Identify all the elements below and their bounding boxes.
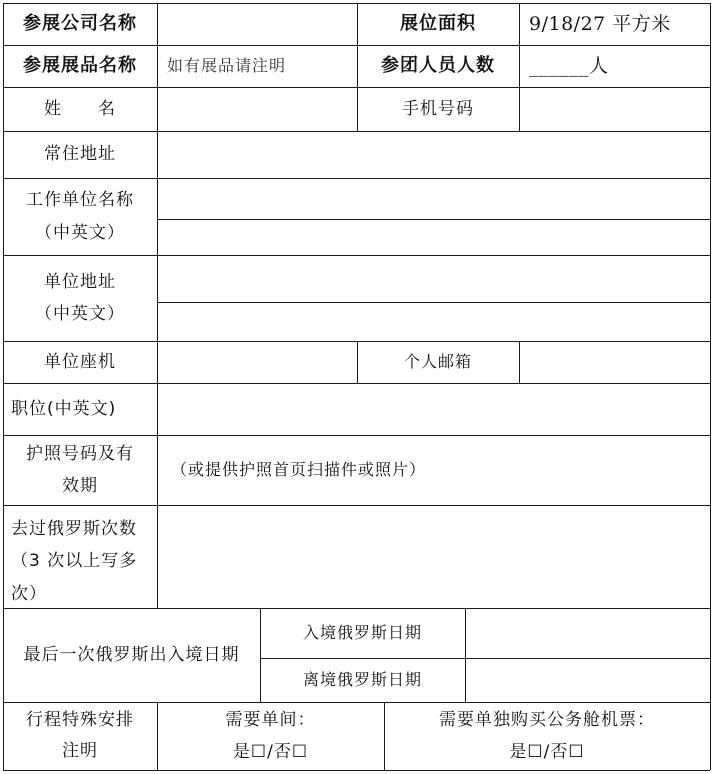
employer-name-en-field[interactable] bbox=[158, 220, 710, 255]
home-address-label: 常住地址 bbox=[44, 144, 116, 165]
special-arrangement-label: 行程特殊安排 注明 bbox=[26, 709, 134, 761]
email-label: 个人邮箱 bbox=[403, 351, 472, 371]
single-room-label: 需要单间： bbox=[225, 710, 316, 730]
exhibit-name-label: 参展展品名称 bbox=[23, 54, 137, 76]
single-room-options[interactable]: 是☐/否☐ bbox=[232, 742, 309, 762]
exit-date-label: 离境俄罗斯日期 bbox=[302, 669, 422, 689]
position-label: 职位(中英文) bbox=[11, 398, 117, 419]
name-field[interactable] bbox=[158, 88, 357, 131]
office-phone-field[interactable] bbox=[158, 342, 357, 383]
entry-date-label: 入境俄罗斯日期 bbox=[302, 622, 422, 642]
home-address-field[interactable] bbox=[158, 132, 710, 178]
business-class-options[interactable]: 是☐/否☐ bbox=[509, 742, 585, 762]
passport-label: 护照号码及有 效期 bbox=[26, 443, 134, 496]
email-field[interactable] bbox=[520, 342, 710, 383]
russia-visits-field[interactable] bbox=[158, 506, 710, 608]
mobile-field[interactable] bbox=[520, 88, 710, 131]
business-class-label: 需要单独购买公务舱机票： bbox=[439, 710, 655, 730]
passport-field[interactable]: （或提供护照首页扫描件或照片） bbox=[171, 459, 427, 479]
employer-address-en-field[interactable] bbox=[158, 303, 710, 341]
group-count-value[interactable]: ______人 bbox=[529, 54, 609, 77]
employer-name-label: 工作单位名称 （中英文） bbox=[26, 190, 134, 243]
position-field[interactable] bbox=[158, 384, 710, 435]
russia-visits-label: 去过俄罗斯次数 （3 次以上写多 次） bbox=[11, 519, 138, 604]
entry-date-field[interactable] bbox=[466, 609, 710, 658]
group-count-label: 参团人员人数 bbox=[381, 54, 495, 76]
last-entry-exit-label: 最后一次俄罗斯出入境日期 bbox=[23, 644, 240, 665]
single-room-group bbox=[157, 702, 384, 770]
name-label: 姓 名 bbox=[44, 98, 116, 119]
exhibit-name-field[interactable]: 如有展品请注明 bbox=[167, 55, 287, 75]
mobile-label: 手机号码 bbox=[402, 98, 474, 119]
office-phone-label: 单位座机 bbox=[44, 351, 116, 372]
employer-name-cn-field[interactable] bbox=[158, 179, 710, 219]
company-name-label: 参展公司名称 bbox=[23, 12, 137, 34]
employer-address-cn-field[interactable] bbox=[158, 256, 710, 302]
booth-area-value[interactable]: 9/18/27 平方米 bbox=[529, 12, 671, 35]
employer-address-label: 单位地址 （中英文） bbox=[35, 271, 125, 324]
exit-date-field[interactable] bbox=[466, 659, 710, 702]
business-class-group bbox=[384, 702, 710, 770]
booth-area-label: 展位面积 bbox=[400, 12, 476, 34]
rule bbox=[3, 770, 710, 771]
rule bbox=[710, 3, 711, 770]
company-name-field[interactable] bbox=[158, 4, 357, 45]
